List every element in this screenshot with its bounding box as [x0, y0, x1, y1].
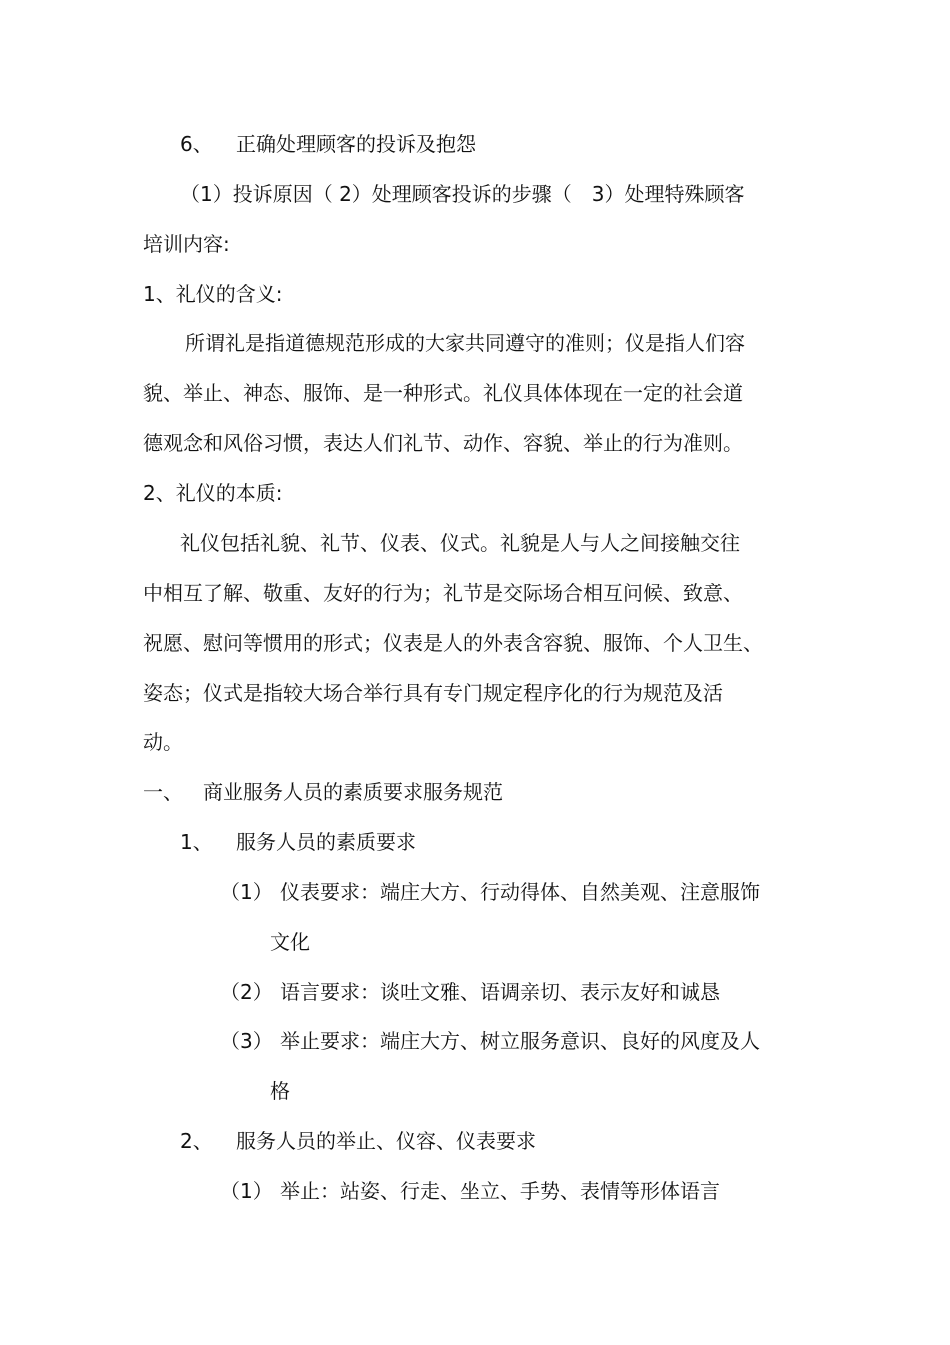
- list-item-text: 仪表要求：端庄大方、行动得体、自然美观、注意服饰: [280, 880, 760, 904]
- list-item-number: （1）: [220, 1179, 273, 1203]
- p1-2-title: 服务人员的举止、仪容、仪表要求: [236, 1129, 536, 1153]
- list-item-text: 文化: [270, 930, 310, 954]
- section1-para-line: 德观念和风俗习惯，表达人们礼节、动作、容貌、举止的行为准则。: [143, 431, 743, 455]
- section2-para-line: 祝愿、慰问等惯用的形式；仪表是人的外表含容貌、服饰、个人卫生、: [143, 631, 763, 655]
- list-item-number: （1）: [220, 880, 273, 904]
- p1-1-number: 1、: [180, 830, 213, 854]
- list-item-text: 语言要求：谈吐文雅、语调亲切、表示友好和诚恳: [280, 980, 720, 1004]
- section2-heading: 2、礼仪的本质:: [143, 481, 283, 505]
- section2-para-line: 姿态；仪式是指较大场合举行具有专门规定程序化的行为规范及活: [143, 681, 723, 705]
- list-item-number: （2）: [220, 980, 273, 1004]
- section2-para-line: 礼仪包括礼貌、礼节、仪表、仪式。礼貌是人与人之间接触交往: [180, 531, 740, 555]
- section1-para-line: 貌、举止、神态、服饰、是一种形式。礼仪具体体现在一定的社会道: [143, 381, 743, 405]
- part1-number: 一、: [143, 780, 183, 804]
- list-item-text: 举止要求：端庄大方、树立服务意识、良好的风度及人: [280, 1029, 760, 1053]
- item6-subitems: （1）投诉原因（ 2）处理顾客投诉的步骤（ 3）处理特殊顾客: [180, 182, 745, 206]
- training-heading: 培训内容:: [143, 232, 230, 256]
- p1-2-number: 2、: [180, 1129, 213, 1153]
- section2-para-line: 中相互了解、敬重、友好的行为；礼节是交际场合相互问候、致意、: [143, 581, 743, 605]
- p1-1-title: 服务人员的素质要求: [236, 830, 416, 854]
- item6-number: 6、: [180, 132, 213, 156]
- section1-para-line: 所谓礼是指道德规范形成的大家共同遵守的准则；仪是指人们容: [185, 331, 745, 355]
- list-item-number: （3）: [220, 1029, 273, 1053]
- item6-title: 正确处理顾客的投诉及抱怨: [236, 132, 476, 156]
- section2-para-line: 动。: [143, 730, 183, 754]
- part1-title: 商业服务人员的素质要求服务规范: [203, 780, 503, 804]
- section1-heading: 1、礼仪的含义:: [143, 282, 283, 306]
- list-item-text: 举止：站姿、行走、坐立、手势、表情等形体语言: [280, 1179, 720, 1203]
- list-item-text: 格: [270, 1079, 290, 1103]
